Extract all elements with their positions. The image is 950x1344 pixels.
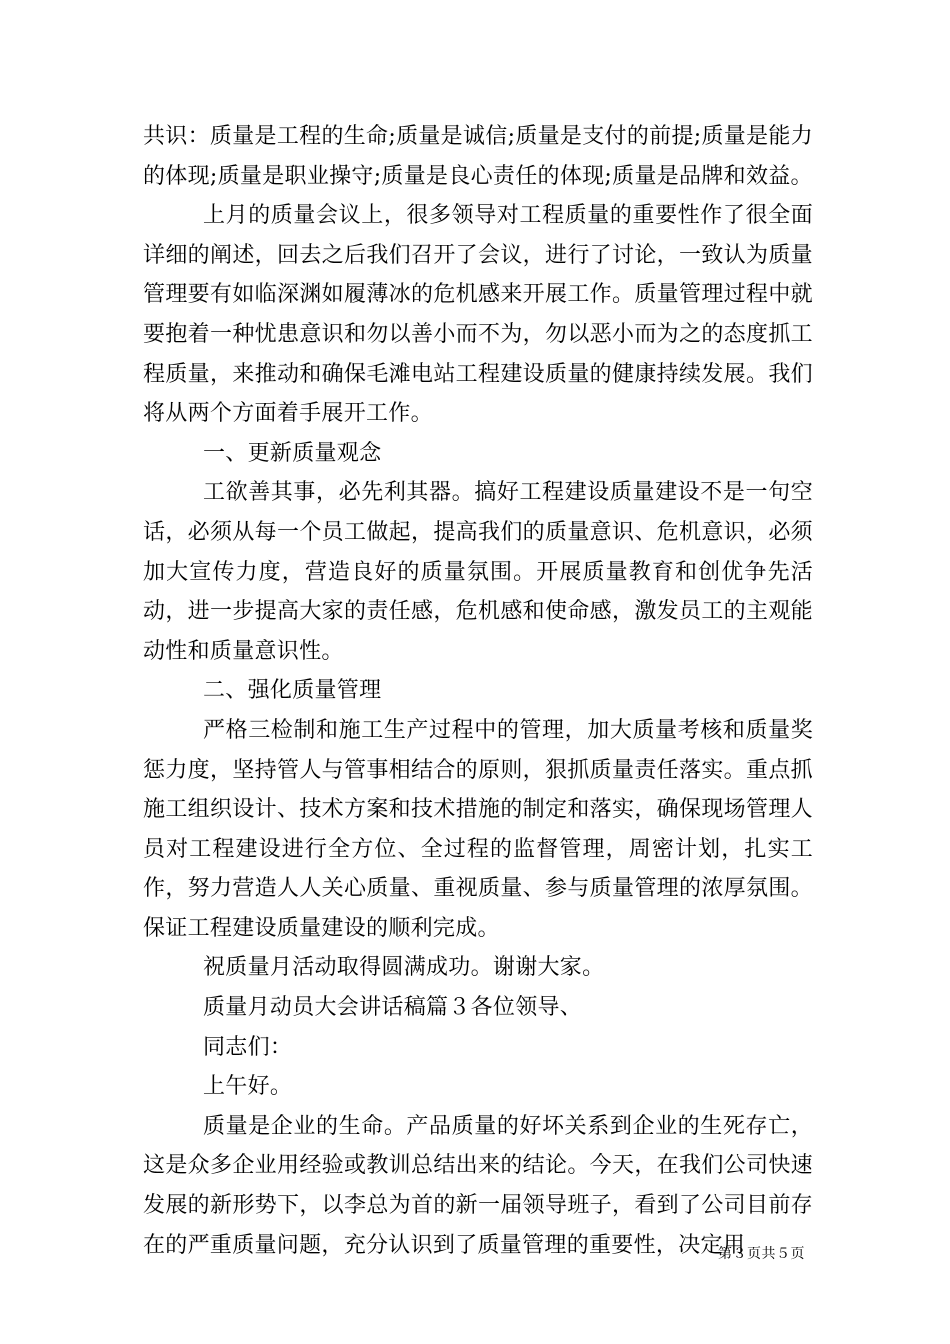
paragraph-7: 同志们： <box>203 1034 293 1060</box>
paragraph-9: 质量是企业的生命。产品质量的好坏关系到企业的生死存亡，这是众多企业用经验或教训总结出来的结论。今天，在我们公司快速发展的新形势下，以李总为首的新一届领导班子，看到了公司目前存在的严重质量问题，充分认识到了质量管理的重要性，决定用 <box>143 1113 813 1258</box>
section-heading-2: 二、强化质量管理 <box>203 678 382 704</box>
paragraph-1: 共识：质量是工程的生命;质量是诚信;质量是支付的前提;质量是能力的体现;质量是职业操守;质量是良心责任的体现;质量是品牌和效益。 <box>143 124 813 189</box>
document-body <box>143 117 813 1265</box>
page-number: 第３页共５页 <box>718 1246 805 1262</box>
section-heading-1: 一、更新质量观念 <box>203 440 382 466</box>
paragraph-3: 工欲善其事，必先利其器。搞好工程建设质量建设不是一句空话，必须从每一个员工做起，提高我们的质量意识、危机意识，必须加大宣传力度，营造良好的质量氛围。开展质量教育和创优争先活动，进一步提高大家的责任感，危机感和使命感，激发员工的主观能动性和质量意识性。 <box>143 480 813 664</box>
paragraph-8: 上午好。 <box>203 1074 293 1100</box>
paragraph-4: 严格三检制和施工生产过程中的管理，加大质量考核和质量奖惩力度，坚持管人与管事相结合的原则，狠抓质量责任落实。重点抓施工组织设计、技术方案和技术措施的制定和落实，确保现场管理人员对工程建设进行全方位、全过程的监督管理，周密计划，扎实工作，努力营造人人关心质量、重视质量、参与质量管理的浓厚氛围。保证工程建设质量建设的顺利完成。 <box>143 717 813 941</box>
paragraph-5: 祝质量月活动取得圆满成功。谢谢大家。 <box>203 955 605 981</box>
paragraph-2: 上月的质量会议上，很多领导对工程质量的重要性作了很全面详细的阐述，回去之后我们召开了会议，进行了讨论，一致认为质量管理要有如临深渊如履薄冰的危机感来开展工作。质量管理过程中就要抱着一种忧患意识和勿以善小而不为，勿以恶小而为之的态度抓工程质量，来推动和确保毛滩电站工程建设质量的健康持续发展。我们将从两个方面着手展开工作。 <box>143 203 813 427</box>
paragraph-6: 质量月动员大会讲话稿篇３各位领导、 <box>203 995 583 1021</box>
